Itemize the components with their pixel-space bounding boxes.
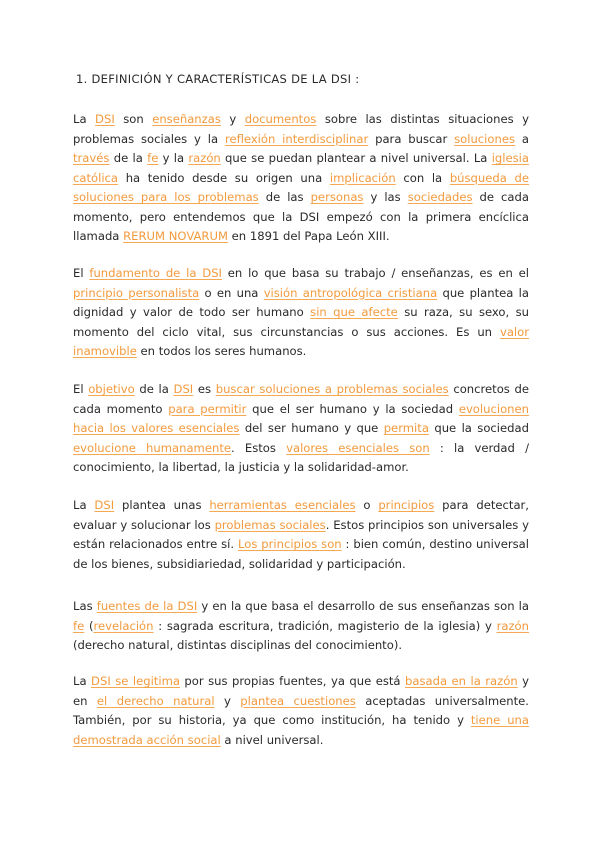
highlighted-term: DSI	[95, 112, 115, 126]
highlighted-term: fuentes de la DSI	[96, 599, 198, 613]
paragraph-fuentes	[73, 597, 529, 656]
highlighted-term: RERUM NOVARUM	[123, 229, 228, 243]
body-text: : sagrada escritura, tradición, magisterio de la iglesia) y	[153, 618, 497, 633]
body-text: (	[84, 618, 94, 633]
body-text: a	[515, 131, 529, 146]
body-text: y	[214, 693, 241, 708]
body-text: La	[73, 498, 95, 512]
highlighted-term: el derecho natural	[96, 693, 215, 708]
highlighted-term: fe	[73, 618, 85, 633]
body-text: o en una	[199, 285, 264, 300]
highlighted-term: implicación	[329, 170, 396, 185]
body-text: de las	[258, 190, 311, 204]
body-text: su raza, su sexo, su momento del ciclo vital, sus circunstancias o sus acciones. Es un	[73, 305, 529, 339]
paragraph-principios	[73, 496, 529, 574]
body-text: (derecho natural, distintas disciplinas del conocimiento).	[73, 638, 403, 652]
body-text: y las	[363, 190, 408, 204]
highlighted-term: evolucionen hacia los valores esenciales	[73, 401, 529, 435]
highlighted-term: plantea cuestiones	[240, 693, 356, 708]
paragraph-definition	[73, 110, 529, 247]
body-text: de la	[109, 151, 148, 165]
paragraph-fundamento	[73, 264, 529, 362]
highlighted-term: visión antropológica cristiana	[263, 285, 438, 300]
body-text: de cada momento, pero entendemos que la DSI empezó con la primera encíclica llamada	[73, 190, 529, 243]
highlighted-term: evolucione humanamente	[73, 440, 232, 455]
body-text: que la sociedad	[428, 421, 529, 435]
body-text: La	[73, 674, 92, 688]
highlighted-term: principios	[378, 498, 435, 512]
highlighted-term: valores esenciales son	[286, 440, 430, 455]
highlighted-term: DSI	[94, 498, 115, 512]
body-text: que el ser humano y la sociedad	[246, 401, 459, 416]
body-text: : la verdad / conocimiento, la libertad, la justicia y la solidaridad-amor.	[73, 440, 529, 474]
highlighted-term: reflexión interdisciplinar	[224, 131, 369, 146]
body-text: Las	[73, 599, 97, 613]
highlighted-term: sociedades	[407, 190, 473, 204]
highlighted-term: para permitir	[168, 401, 247, 416]
body-text: y en	[73, 674, 530, 708]
highlighted-term: través	[73, 151, 110, 165]
highlighted-term: permita	[383, 421, 429, 435]
highlighted-term: razón	[188, 151, 221, 165]
body-text: son	[114, 112, 153, 126]
highlighted-term: buscar soluciones a problemas sociales	[215, 382, 449, 396]
highlighted-term: enseñanzas	[152, 112, 221, 126]
highlighted-term: problemas sociales	[214, 517, 326, 532]
highlighted-term: fe	[147, 151, 159, 165]
body-text: aceptadas universalmente. También, por su historia, ya que como institución, ha tenido y	[73, 693, 529, 727]
highlighted-term: tiene una demostrada acción social	[73, 713, 529, 747]
body-text: y en la que basa el desarrollo de sus enseñanzas son la	[197, 599, 529, 613]
highlighted-term: Los principios son	[237, 537, 342, 551]
highlighted-term: fundamento de la DSI	[89, 266, 222, 280]
body-text: por sus propias fuentes, ya que está	[179, 674, 405, 688]
highlighted-term: soluciones	[454, 131, 516, 146]
body-text: . Estos principios son universales y están relacionados entre sí.	[73, 517, 530, 551]
body-text: para detectar, evaluar y solucionar los	[73, 498, 529, 532]
body-text: La	[73, 112, 96, 126]
body-text: El	[73, 382, 89, 396]
body-text: es	[193, 382, 216, 396]
highlighted-term: DSI se legitima	[91, 674, 180, 688]
body-text: en lo que basa su trabajo / enseñanzas, es en el	[221, 266, 529, 280]
highlighted-term: valor inamovible	[73, 324, 529, 358]
highlighted-term: basada en la razón	[405, 674, 518, 688]
body-text: . Estos	[231, 440, 287, 455]
highlighted-term: revelación	[93, 618, 154, 633]
section-title: 1. DEFINICIÓN Y CARACTERÍSTICAS DE LA DSI :	[76, 72, 360, 86]
highlighted-term: DSI	[173, 382, 194, 396]
highlighted-term: objetivo	[88, 382, 135, 396]
highlighted-term: documentos	[244, 112, 317, 126]
body-text: El	[73, 266, 90, 280]
highlighted-term: razón	[496, 618, 529, 633]
body-text: que se puedan plantear a nivel universal. La	[220, 151, 492, 165]
body-text: o	[355, 498, 379, 512]
paragraph-legitimacion	[73, 672, 529, 750]
body-text: que plantea la dignidad y valor de todo ser humano	[73, 285, 529, 319]
body-text: de la	[134, 382, 174, 396]
body-text: sobre las distintas situaciones y problemas sociales y la	[73, 112, 530, 146]
body-text: con la	[395, 170, 450, 185]
highlighted-term: búsqueda de soluciones para los problemas	[73, 170, 530, 204]
body-text: ha tenido desde su origen una	[118, 170, 330, 185]
highlighted-term: iglesia católica	[73, 151, 530, 185]
body-text: en 1891 del Papa León XIII.	[227, 229, 390, 243]
body-text: para buscar	[368, 131, 455, 146]
highlighted-term: sin que afecte	[310, 305, 398, 319]
body-text: concretos de cada momento	[73, 382, 529, 416]
body-text: a nivel universal.	[220, 732, 324, 747]
body-text: : bien común, destino universal de los bienes, subsidiariedad, solidaridad y participación.	[73, 537, 529, 571]
highlighted-term: principio personalista	[73, 285, 200, 300]
body-text: en todos los seres humanos.	[136, 344, 307, 358]
body-text: y	[220, 112, 245, 126]
body-text: y la	[158, 151, 189, 165]
paragraph-objetivo	[73, 380, 529, 478]
highlighted-term: personas	[310, 190, 364, 204]
body-text: plantea unas	[114, 498, 210, 512]
body-text: del ser humano y que	[239, 421, 384, 435]
highlighted-term: herramientas esenciales	[209, 498, 356, 512]
